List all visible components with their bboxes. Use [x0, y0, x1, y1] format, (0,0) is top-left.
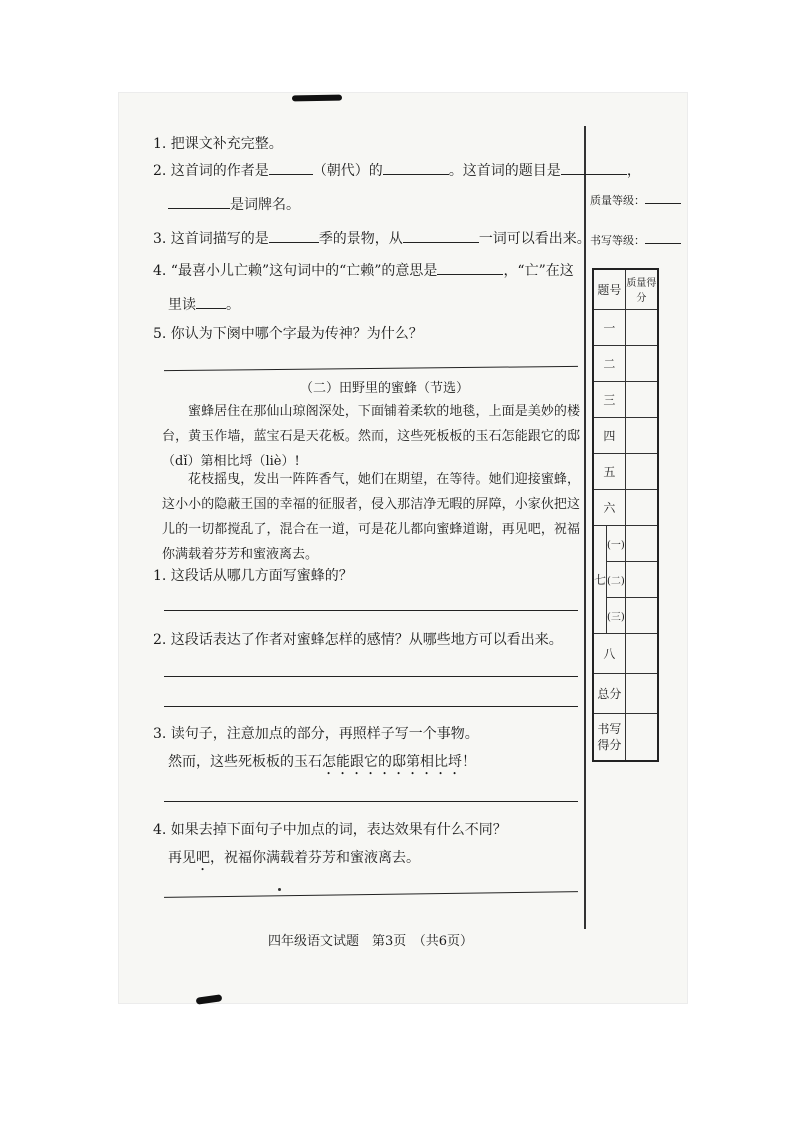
score-row	[593, 673, 658, 713]
score-cell[interactable]	[625, 525, 658, 561]
score-table	[592, 268, 659, 762]
score-cell[interactable]	[625, 309, 658, 345]
row-label: 一	[593, 309, 625, 345]
question-2-line-1: 2. 这首词的作者是 （朝代）的 。这首词的题目是 ，	[153, 160, 641, 181]
question-2-line-2: 是词牌名。	[168, 194, 300, 215]
section-2-question-4: 4. 如果去掉下面句子中加点的词，表达效果有什么不同？	[153, 822, 507, 838]
passage-paragraph-1: 蜜蜂居住在那仙山琼阁深处，下面铺着柔软的地毯，上面是美妙的楼台，黄玉作墙，蓝宝石是天花板。然而，这些死板板的玉石怎能跟它的邸（dǐ）第相比埒（liè）!	[162, 404, 580, 469]
row-sublabel: (二)	[607, 561, 626, 597]
blank-meaning[interactable]	[437, 260, 503, 275]
score-cell[interactable]	[625, 381, 658, 417]
question-4-line-2: 里读 。	[168, 294, 240, 315]
emphasized-word: 吧	[196, 850, 210, 866]
question-4-line-1: 4. “最喜小儿亡赖”这句词中的“亡赖”的意思是 ，“亡”在这	[153, 260, 574, 281]
question-3: 3. 这首词描写的是 季的景物，从 一词可以看出来。	[153, 228, 591, 249]
answer-line-s2q1[interactable]	[164, 610, 578, 611]
score-cell[interactable]	[625, 597, 658, 633]
header-question-no: 题号	[593, 269, 625, 309]
page-footer: 四年级语文试题 第3页 （共6页）	[268, 934, 474, 949]
row-label: 总分	[593, 673, 625, 713]
blank-cipai[interactable]	[168, 194, 230, 209]
score-cell[interactable]	[625, 453, 658, 489]
score-cell[interactable]	[625, 673, 658, 713]
blank-pronunciation[interactable]	[196, 294, 226, 309]
score-cell[interactable]	[625, 633, 658, 673]
scan-mark-top	[292, 95, 342, 102]
row-sublabel: (一)	[607, 525, 626, 561]
row-label: 六	[593, 489, 625, 525]
row-label: 书写得分	[593, 713, 625, 761]
question-5: 5. 你认为下阕中哪个字最为传神？为什么？	[153, 326, 423, 342]
section-2-title: （二）田野里的蜜蜂（节选）	[300, 381, 470, 396]
row-label-seven: 七	[593, 525, 607, 633]
score-row	[593, 713, 658, 761]
score-row	[593, 345, 658, 381]
quality-grade: 质量等级：	[590, 192, 681, 208]
score-row	[593, 489, 658, 525]
blank-season[interactable]	[269, 228, 319, 243]
answer-line-s2q3[interactable]	[164, 801, 578, 802]
emphasized-phrase: 怎能跟它的邸第相比埒	[322, 754, 462, 770]
score-row	[593, 525, 658, 561]
section-2-question-4-sentence: 再见吧，祝福你满载着芬芳和蜜液离去。	[168, 850, 420, 866]
answer-line-s2q2-a[interactable]	[164, 676, 578, 677]
section-2-question-3: 3. 读句子，注意加点的部分，再照样子写一个事物。	[153, 726, 479, 742]
score-cell[interactable]	[625, 713, 658, 761]
row-sublabel: (三)	[607, 597, 626, 633]
score-cell[interactable]	[625, 489, 658, 525]
row-label: 八	[593, 633, 625, 673]
header-score: 质量得分	[625, 269, 658, 309]
score-cell[interactable]	[625, 561, 658, 597]
question-1: 1. 把课文补充完整。	[153, 136, 283, 152]
score-row	[593, 633, 658, 673]
score-cell[interactable]	[625, 345, 658, 381]
score-row	[593, 309, 658, 345]
answer-line-s2q2-b[interactable]	[164, 706, 578, 707]
row-label: 五	[593, 453, 625, 489]
blank-author[interactable]	[269, 160, 313, 175]
writing-grade-blank[interactable]	[645, 243, 681, 244]
section-2-question-3-sentence: 然而，这些死板板的玉石怎能跟它的邸第相比埒！	[168, 754, 476, 770]
section-2-question-2: 2. 这段话表达了作者对蜜蜂怎样的感情？从哪些地方可以看出来。	[153, 632, 563, 648]
blank-dynasty-author[interactable]	[383, 160, 449, 175]
score-cell[interactable]	[625, 417, 658, 453]
passage-paragraph-2: 花枝摇曳，发出一阵阵香气，她们在期望，在等待。她们迎接蜜蜂，这小小的隐蔽王国的幸福的征服者，侵入那洁净无暇的屏障，小家伙把这儿的一切都搅乱了，混合在一道，可是花儿都向蜜蜂道谢，再见吧，祝福你满载着芬芳和蜜液离去。	[162, 472, 580, 562]
row-label: 三	[593, 381, 625, 417]
blank-title[interactable]	[561, 160, 627, 175]
section-2-question-1: 1. 这段话从哪几方面写蜜蜂的？	[153, 568, 353, 584]
row-label: 二	[593, 345, 625, 381]
stray-dot	[278, 888, 281, 891]
writing-grade: 书写等级：	[590, 232, 681, 248]
score-table-header	[593, 269, 658, 309]
score-row	[593, 381, 658, 417]
score-row	[593, 453, 658, 489]
score-row	[593, 417, 658, 453]
blank-word[interactable]	[403, 228, 479, 243]
row-label: 四	[593, 417, 625, 453]
quality-grade-blank[interactable]	[645, 203, 681, 204]
